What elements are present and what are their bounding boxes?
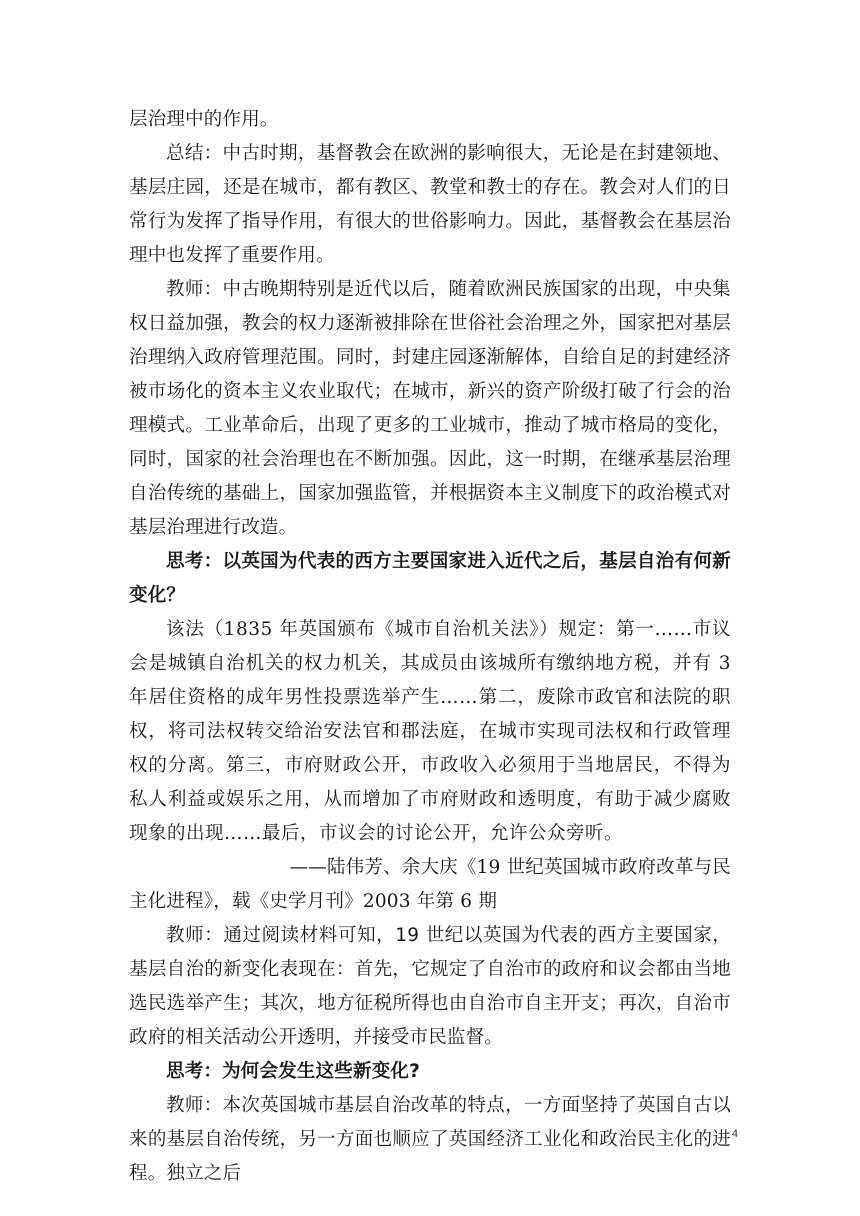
page-number: 4 <box>731 1128 738 1140</box>
quoted-material: 该法（1835 年英国颁布《城市自治机关法》）规定：第一……市议会是城镇自治机关的权力机关，其成员由该城所有缴纳地方税，并有 3 年居住资格的成年男性投票选举产生……第二，废除市政官和法院的职权，将司法权转交给治安法官和郡法庭，在城市实现司法权和行政管理权的分离。第三，市府财政公开，市政收入必须用于当地居民，不得为私人利益或娱乐之用，从而增加了市府财政和透明度，有助于减少腐败现象的出现……最后，市议会的讨论公开，允许公众旁听。 <box>129 619 731 844</box>
citation-line-2: 主化进程》，载《史学月刊》2003 年第 6 期 <box>129 891 498 912</box>
thinking-question-1: 思考：以英国为代表的西方主要国家进入近代之后，基层自治有何新变化？ <box>129 551 731 606</box>
thinking-question-2: 思考：为何会发生这些新变化? <box>166 1061 421 1082</box>
paragraph-continuation: 层治理中的作用。 <box>129 109 279 130</box>
paragraph-summary: 总结：中古时期，基督教会在欧洲的影响很大，无论是在封建领地、基层庄园，还是在城市，都有教区、教堂和教士的存在。教会对人们的日常行为发挥了指导作用，有很大的世俗影响力。因此，基督教会在基层治理中也发挥了重要作用。 <box>129 143 731 266</box>
document-body <box>129 103 731 1191</box>
paragraph-teacher-2: 教师：通过阅读材料可知，19 世纪以英国为代表的西方主要国家，基层自治的新变化表现在：首先，它规定了自治市的政府和议会都由当地选民选举产生；其次，地方征税所得也由自治市自主开支；再次，自治市政府的相关活动公开透明，并接受市民监督。 <box>129 925 731 1048</box>
citation-line-1: ——陆伟芳、余大庆《19 世纪英国城市政府改革与民 <box>289 857 731 878</box>
paragraph-teacher-3: 教师：本次英国城市基层自治改革的特点，一方面坚持了英国自古以来的基层自治传统，另一方面也顺应了英国经济工业化和政治民主化的进程。独立之后 <box>129 1095 731 1184</box>
paragraph-teacher-1: 教师：中古晚期特别是近代以后，随着欧洲民族国家的出现，中央集权日益加强，教会的权力逐渐被排除在世俗社会治理之外，国家把对基层治理纳入政府管理范围。同时，封建庄园逐渐解体，自给自足的封建经济被市场化的资本主义农业取代；在城市，新兴的资产阶级打破了行会的治理模式。工业革命后，出现了更多的工业城市，推动了城市格局的变化，同时，国家的社会治理也在不断加强。因此，这一时期，在继承基层治理自治传统的基础上，国家加强监管，并根据资本主义制度下的政治模式对基层治理进行改造。 <box>129 279 731 538</box>
